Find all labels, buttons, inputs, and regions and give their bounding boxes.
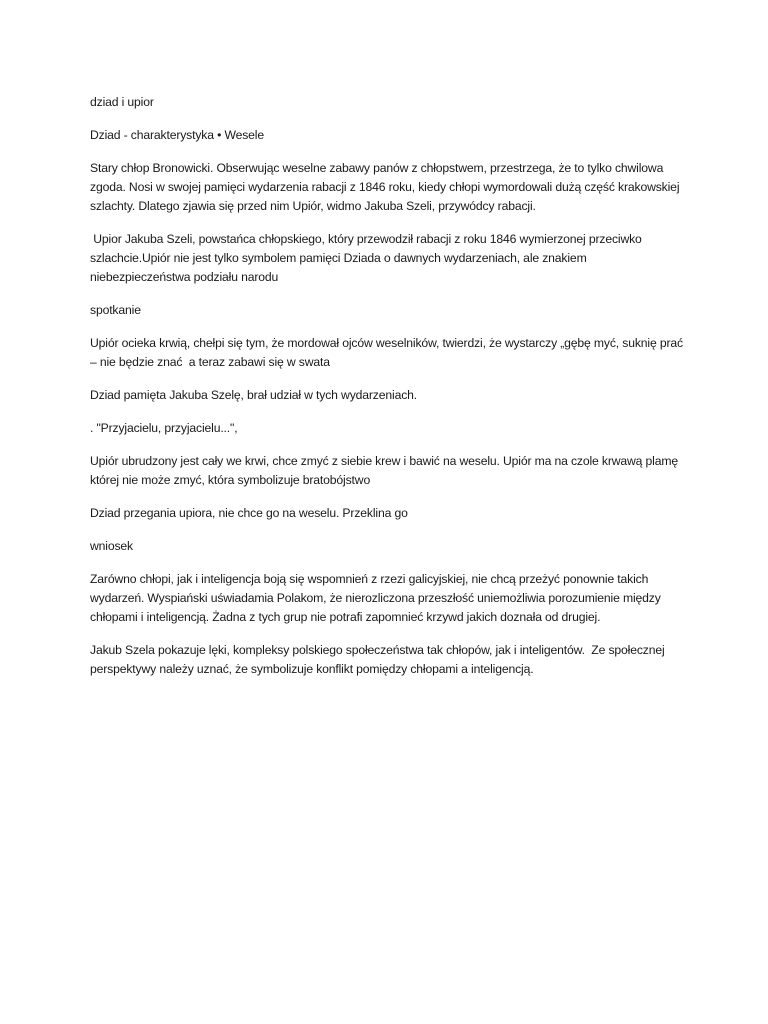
paragraph: Stary chłop Bronowicki. Obserwując weselne zabawy panów z chłopstwem, przestrzega, że to tylko chwilowa zgoda. Nosi w swojej pamięci wydarzenia rabacji z 1846 roku, kiedy chłopi wymordowali dużą część krakowskiej szlachty. Dlatego zjawia się przed nim Upiór, widmo Jakuba Szeli, przywódcy rabacji.: [90, 161, 683, 213]
paragraph: Upiór ubrudzony jest cały we krwi, chce zmyć z siebie krew i bawić na weselu. Upiór ma na czole krwawą plamę której nie może zmyć, która symbolizuje bratobójstwo: [90, 454, 682, 487]
section-heading: Dziad - charakterystyka • Wesele: [90, 128, 264, 142]
document-title: dziad i upior: [90, 95, 154, 109]
paragraph: Dziad przegania upiora, nie chce go na weselu. Przeklina go: [90, 506, 408, 520]
document-body: [90, 93, 690, 693]
paragraph: Upiór ocieka krwią, chełpi się tym, że mordował ojców weselników, twierdzi, że wystarczy „gębę myć, suknię prać – nie będzie znać a teraz zabawi się w swata: [90, 336, 687, 369]
paragraph: Dziad pamięta Jakuba Szelę, brał udział w tych wydarzeniach.: [90, 388, 418, 402]
section-heading: spotkanie: [90, 303, 141, 317]
paragraph: Zarówno chłopi, jak i inteligencja boją się wspomnień z rzezi galicyjskiej, nie chcą przeżyć ponownie takich wydarzeń. Wyspiański uświadamia Polakom, że nierozliczona przeszłość uniemożliwia porozumienie między chłopami i inteligencją. Żadna z tych grup nie potrafi zapomnieć krzywd jakich doznała od drugiej.: [90, 572, 664, 624]
section-heading: wniosek: [90, 539, 133, 553]
paragraph: Jakub Szela pokazuje lęki, kompleksy polskiego społeczeństwa tak chłopów, jak i inteligentów. Ze społecznej perspektywy należy uznać, że symbolizuje konflikt pomiędzy chłopami a inteligencją.: [90, 643, 668, 676]
quote-line: . "Przyjacielu, przyjacielu...",: [90, 421, 238, 435]
paragraph: Upior Jakuba Szeli, powstańca chłopskiego, który przewodził rabacji z roku 1846 wymierzonej przeciwko szlachcie.Upiór nie jest tylko symbolem pamięci Dziada o dawnych wydarzeniach, ale znakiem niebezpieczeństwa podziału narodu: [90, 232, 645, 284]
